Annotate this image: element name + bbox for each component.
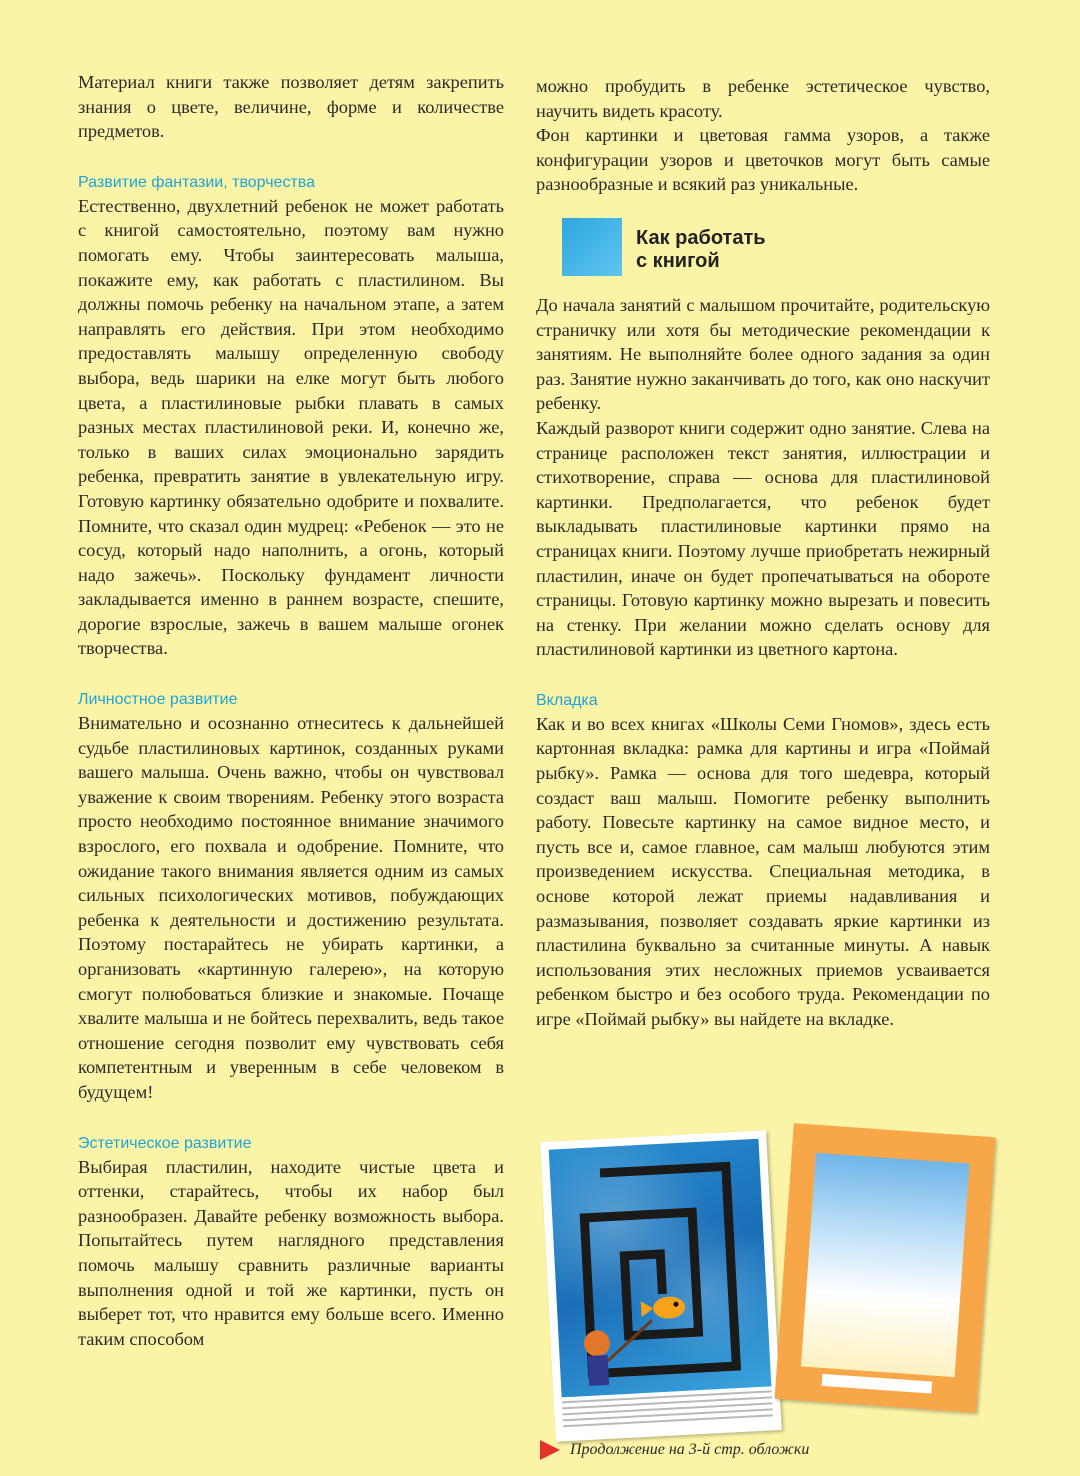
block-title-line-1: Как работать bbox=[636, 227, 766, 249]
intro-paragraph: Материал книги также позволяет детям закрепить знания о цвете, величине, форме и количестве предметов. bbox=[78, 72, 504, 142]
heading-aesthetic: Эстетическое развитие bbox=[78, 1134, 252, 1152]
frame-stand bbox=[822, 1374, 933, 1394]
howto-paragraph-2: Каждый разворот книги содержит одно занятие. Слева на странице расположен текст занятия, иллюстрации и стихотворение, справа — основа для пластилиновой картинки. Предполагается, что ребенок будет выкладывать пластилиновые картинки прямо на страницах книги. Поэтому лучше приобретать нежирный пластилин, иначе он будет пропечатываться на обороте страницы. Готовую картинку можно вырезать и повесить на стенку. При желании можно сделать основу для пластилиновой картинки из цветного картона. bbox=[536, 417, 990, 660]
aesthetic-continued-paragraph: можно пробудить в ребенке эстетическое чувство, научить видеть красоту. bbox=[536, 76, 990, 121]
blue-square-icon bbox=[562, 218, 622, 276]
heading-personal: Личностное развитие bbox=[78, 691, 238, 709]
insert-paragraph: Как и во всех книгах «Школы Семи Гномов», здесь есть картонная вкладка: рамка для картины и игра «Поймай рыбку». Рамка — основа для того шедевра, который создаст ваш малыш. Помогите ребенку выполнить работу. Повесьте картинку на самое видное место, и пусть все и, самое главное, сам малыш любуются этим произведением искусства. Специальная методика, в основе которой лежат приемы надавливания и размазывания, позволяет создавать яркие картинки из пластилина буквально за считанные минуты. А навык использования этих несложных приемов усваивается ребенком быстро и без особого труда. Рекомендации по игре «Поймай рыбку» вы найдете на вкладке. bbox=[536, 713, 990, 1029]
heading-fantasy: Развитие фантазии, творчества bbox=[78, 173, 315, 191]
spiral-path-icon bbox=[549, 1139, 772, 1398]
picture-frame-illustration bbox=[775, 1123, 996, 1412]
red-arrow-icon bbox=[540, 1440, 560, 1460]
how-to-work-header bbox=[562, 218, 766, 276]
background-paragraph: Фон картинки и цветовая гамма узоров, а также конфигурации узоров и цветочков могут быть самые разнообразные и всякий раз уникальные. bbox=[536, 125, 990, 195]
continuation-text: Продолжение на 3-й стр. обложки bbox=[570, 1441, 810, 1458]
illustration-caption bbox=[562, 1390, 773, 1435]
block-title-line-2: с книгой bbox=[636, 250, 720, 272]
howto-paragraph-1: До начала занятий с малышом прочитайте, родительскую страничку или хотя бы методические рекомендации к занятиям. Не выполняйте более одного задания за один раз. Занятие нужно заканчивать до того, как оно наскучит ребенку. bbox=[536, 294, 990, 414]
continuation-note bbox=[540, 1440, 809, 1460]
water-background bbox=[549, 1139, 772, 1398]
frame-window bbox=[801, 1153, 970, 1377]
block-title bbox=[636, 227, 766, 273]
heading-insert: Вкладка bbox=[536, 691, 598, 709]
catch-fish-game-illustration bbox=[540, 1130, 781, 1441]
personal-paragraph: Внимательно и осознанно отнеситесь к дальнейшей судьбе пластилиновых картинок, созданных руками вашего малыша. Очень важно, чтобы он чувствовал уважение к своим творениям. Ребенку этого возраста просто необходимо постоянное внимание значимого взрослого, его похвала и одобрение. Помните, что ожидание такого внимания является одним из самых сильных психологических мотивов, побуждающих ребенка к деятельности и достижению результата. Поэтому постарайтесь не убирать картинки, а организовать «картинную галерею», на которую смогут полюбоваться близкие и знакомые. Почаще хвалите малыша и не бойтесь перехвалить, ведь такое отношение сегодня позволит ему чувствовать себя компетентным и уверенным в себе человеком в будущем! bbox=[78, 713, 504, 1102]
aesthetic-paragraph: Выбирая пластилин, находите чистые цвета и оттенки, старайтесь, чтобы их набор был разнообразен. Давайте ребенку возможность выбора. Попытайтесь путем наглядного представления помочь малышу сравнить различные варианты выполнения одной и той же картинки, пусть он выберет тот, что нравится ему больше всего. Именно таким способом bbox=[78, 1156, 504, 1349]
left-column bbox=[78, 70, 504, 1351]
fantasy-paragraph: Естественно, двухлетний ребенок не может работать с книгой самостоятельно, поэтому вам нужно помогать ему. Чтобы заинтересовать малыша, покажите ему, как работать с пластилином. Вы должны помочь ребенку на начальном этапе, а затем направлять его действия. При этом необходимо предоставлять малышу определенную свободу выбора, ведь шарики на елке могут быть любого цвета, а пластилиновые рыбки плавать в самых разных местах пластилиновой реки. И, конечно же, только в ваших силах эмоционально зарядить ребенка, превратить занятие в увлекательную игру. Готовую картинку обязательно одобрите и похвалите. Помните, что сказал один мудрец: «Ребенок — это не сосуд, который надо наполнить, а огонь, который надо зажечь». Поскольку фундамент личности закладывается именно в раннем возрасте, спешите, дорогие взрослые, зажечь в вашем малыше огонек творчества. bbox=[78, 195, 504, 659]
